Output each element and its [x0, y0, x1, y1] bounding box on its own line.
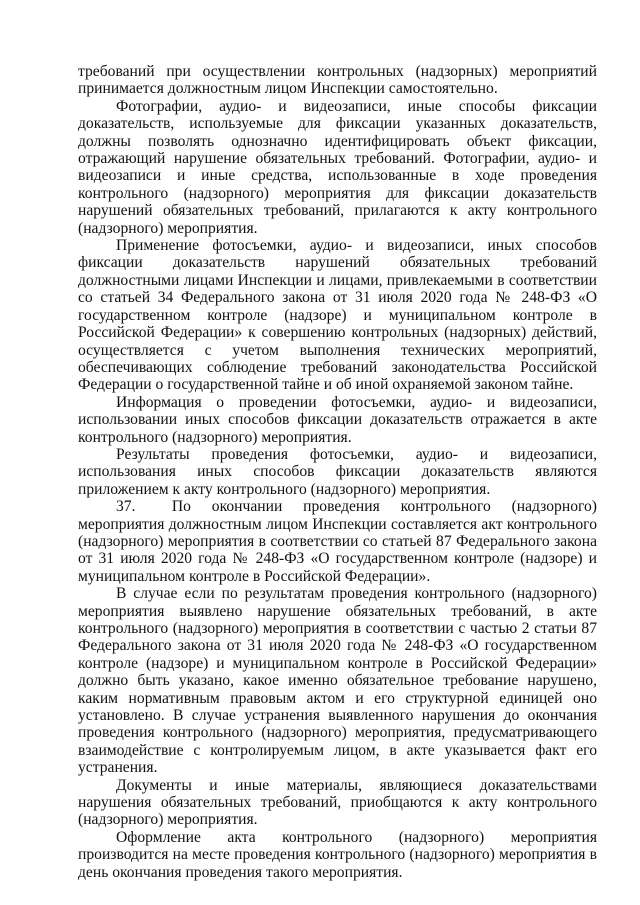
- paragraph-continuation: требований при осуществлении контрольных (надзорных) мероприятий принимается должностным лицом Инспекции самостоятельно.: [78, 63, 597, 98]
- paragraph-recording-information: Информация о проведении фотосъемки, аудио- и видеозаписи, использовании иных способов фиксации доказательств отражается в акте контрольного (надзорного) мероприятия.: [78, 393, 597, 446]
- paragraph-violation-case: В случае если по результатам проведения контрольного (надзорного) мероприятия выявлено нарушение обязательных требований, в акте контрольного (надзорного) мероприятия в соответствии с частью 2 статьи 87 Федерального закона от 31 июля 2020 года № 248-ФЗ «О государственном контроле (надзоре) и муниципальном контроле в Российской Федерации» должно быть указано, какое именно обязательное требование нарушено, каким нормативным правовым актом и его структурной единицей оно установлено. В случае устранения выявленного нарушения до окончания проведения контрольного (надзорного) мероприятия, предусматривающего взаимодействие с контролируемым лицом, в акте указывается факт его устранения.: [78, 585, 597, 777]
- paragraph-photo-evidence: Фотографии, аудио- и видеозаписи, иные способы фиксации доказательств, используемые для фиксации указанных доказательств, должны позволять однозначно идентифицировать объект фиксации, отражающий нарушение обязательных требований. Фотографии, аудио- и видеозаписи и иные средства, использованные в ходе проведения контрольного (надзорного) мероприятия для фиксации доказательств нарушений обязательных требований, прилагаются к акту контрольного (надзорного) мероприятия.: [78, 97, 597, 237]
- document-page: [78, 63, 597, 881]
- paragraph-recording-application: Применение фотосъемки, аудио- и видеозаписи, иных способов фиксации доказательств нарушений обязательных требований должностными лицами Инспекции и лицами, привлекаемыми в соответствии со статьей 34 Федерального закона от 31 июля 2020 года № 248-ФЗ «О государственном контроле (надзоре) и муниципальном контроле в Российской Федерации» к совершению контрольных (надзорных) действий, осуществляется с учетом выполнения технических мероприятий, обеспечивающих соблюдение требований законодательства Российской Федерации о государственной тайне и об иной охраняемой законом тайне.: [78, 237, 597, 394]
- paragraph-documents: Документы и иные материалы, являющиеся доказательствами нарушения обязательных требований, приобщаются к акту контрольного (надзорного) мероприятия.: [78, 776, 597, 829]
- paragraph-recording-results: Результаты проведения фотосъемки, аудио- и видеозаписи, использования иных способов фиксации доказательств являются приложением к акту контрольного (надзорного) мероприятия.: [78, 445, 597, 498]
- paragraph-item-37: 37. По окончании проведения контрольного (надзорного) мероприятия должностным лицом Инспекции составляется акт контрольного (надзорного) мероприятия в соответствии со статьей 87 Федерального закона от 31 июля 2020 года № 248-ФЗ «О государственном контроле (надзоре) и муниципальном контроле в Российской Федерации».: [78, 498, 597, 585]
- paragraph-act-execution: Оформление акта контрольного (надзорного) мероприятия производится на месте проведения контрольного (надзорного) мероприятия в день окончания проведения такого мероприятия.: [78, 828, 597, 881]
